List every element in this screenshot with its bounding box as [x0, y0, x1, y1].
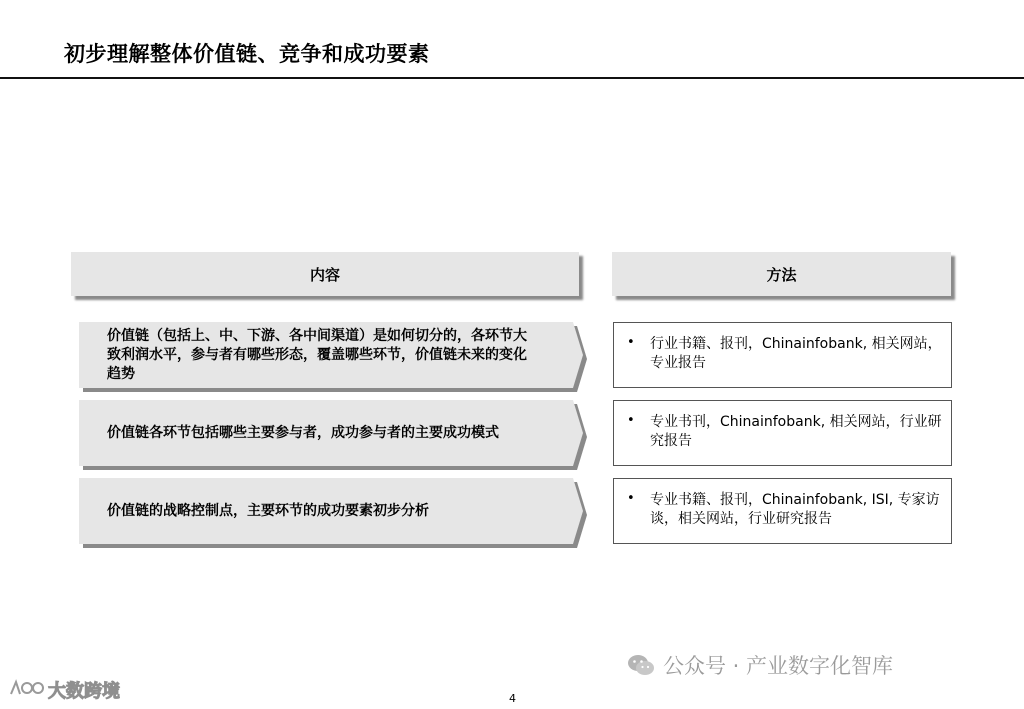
method-column-header [612, 252, 951, 296]
method-box-2 [613, 400, 952, 466]
bullet: • [627, 491, 635, 506]
page-number: 4 [509, 692, 516, 705]
brand-logo [8, 677, 120, 703]
method-header-label: 方法 [766, 265, 797, 284]
watermark [627, 650, 893, 680]
content-row-2 [79, 400, 583, 466]
content-row-text: 价值链的战略控制点，主要环节的成功要素初步分析 [107, 502, 429, 519]
method-text: 专业书刊，Chinainfobank, 相关网站，行业研究报告 [650, 414, 942, 449]
logo-text: 大数跨境 [48, 681, 120, 702]
content-row-3 [79, 478, 583, 544]
content-header-label: 内容 [309, 265, 340, 284]
content-column-header [71, 252, 579, 296]
method-box-1 [613, 322, 952, 388]
content-row-1 [79, 322, 583, 388]
bullet: • [627, 413, 635, 428]
wechat-icon [627, 653, 655, 677]
method-text: 专业书籍、报刊，Chinainfobank, ISI, 专家访谈，相关网站，行业研究报告 [650, 492, 940, 527]
method-text: 行业书籍、报刊，Chinainfobank, 相关网站，专业报告 [650, 336, 942, 371]
content-row-text: 价值链各环节包括哪些主要参与者，成功参与者的主要成功模式 [107, 424, 499, 441]
slide-title: 初步理解整体价值链、竞争和成功要素 [64, 42, 430, 66]
watermark-text: 公众号 · 产业数字化智库 [663, 654, 894, 678]
logo-mark-icon [8, 678, 44, 703]
method-box-3 [613, 478, 952, 544]
title-divider [0, 77, 1024, 79]
bullet: • [627, 335, 635, 350]
content-row-text: 价值链（包括上、中、下游、各中间渠道）是如何切分的，各环节大致利润水平，参与者有哪些形态，覆盖哪些环节，价值链未来的变化趋势 [107, 327, 527, 382]
